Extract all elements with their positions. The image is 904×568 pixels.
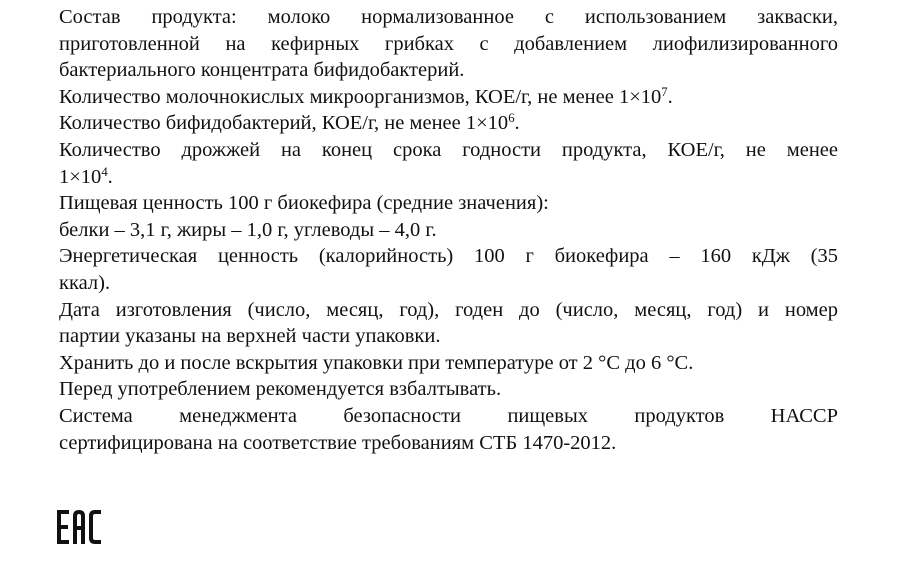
eac-letter-a xyxy=(73,510,85,544)
bifido-count xyxy=(59,110,838,137)
eac-letter-c xyxy=(89,510,101,544)
dates-line-1: Дата изготовления (число, месяц, год), годен до (число, месяц, год) и номер xyxy=(59,298,838,321)
haccp-line-1: Система менеджмента безопасности пищевых продуктов НАССР xyxy=(59,404,838,427)
energy-line-2: ккал). xyxy=(59,271,111,294)
yeast-count xyxy=(59,137,838,190)
yeast-end: . xyxy=(107,165,113,188)
yeast-line-2 xyxy=(59,164,838,191)
yeast-value: 1×10 xyxy=(59,165,102,188)
energy-line-1: Энергетическая ценность (калорийность) 100 г биокефира – 160 кДж (35 xyxy=(59,245,838,268)
bifido-end: . xyxy=(514,112,520,135)
shake-recommendation: Перед употреблением рекомендуется взбалтывать. xyxy=(59,378,502,401)
lactic-exponent: 7 xyxy=(661,84,668,99)
dates-paragraph xyxy=(59,297,838,350)
lactic-end: . xyxy=(667,85,673,108)
bifido-exponent: 6 xyxy=(508,111,515,126)
product-label-text xyxy=(59,4,838,456)
composition-line-3: бактериального концентрата бифидобактерий. xyxy=(59,59,465,82)
yeast-line-1: Количество дрожжей на конец срока годности продукта, КОЕ/г, не менее xyxy=(59,138,838,161)
eac-certification-mark xyxy=(57,510,103,544)
haccp-paragraph xyxy=(59,403,838,456)
yeast-exponent: 4 xyxy=(101,164,108,179)
lactic-bacteria-count xyxy=(59,84,838,111)
energy-paragraph xyxy=(59,243,838,296)
bifido-text: Количество бифидобактерий, КОЕ/г, не менее 1×10 xyxy=(59,112,509,135)
nutrition-values: белки – 3,1 г, жиры – 1,0 г, углеводы – 4,0 г. xyxy=(59,218,437,241)
nutrition-heading: Пищевая ценность 100 г биокефира (средние значения): xyxy=(59,192,549,215)
composition-paragraph xyxy=(59,4,838,84)
storage-conditions: Хранить до и после вскрытия упаковки при температуре от 2 °С до 6 °С. xyxy=(59,351,694,374)
haccp-line-2: сертифицирована на соответствие требованиям СТБ 1470-2012. xyxy=(59,431,617,454)
lactic-text: Количество молочнокислых микроорганизмов, КОЕ/г, не менее 1×10 xyxy=(59,85,662,108)
eac-letter-e xyxy=(57,510,69,544)
composition-line-2: приготовленной на кефирных грибках с добавлением лиофилизированного xyxy=(59,32,838,55)
dates-line-2: партии указаны на верхней части упаковки. xyxy=(59,325,441,348)
composition-line-1: Состав продукта: молоко нормализованное с использованием закваски, xyxy=(59,6,838,28)
